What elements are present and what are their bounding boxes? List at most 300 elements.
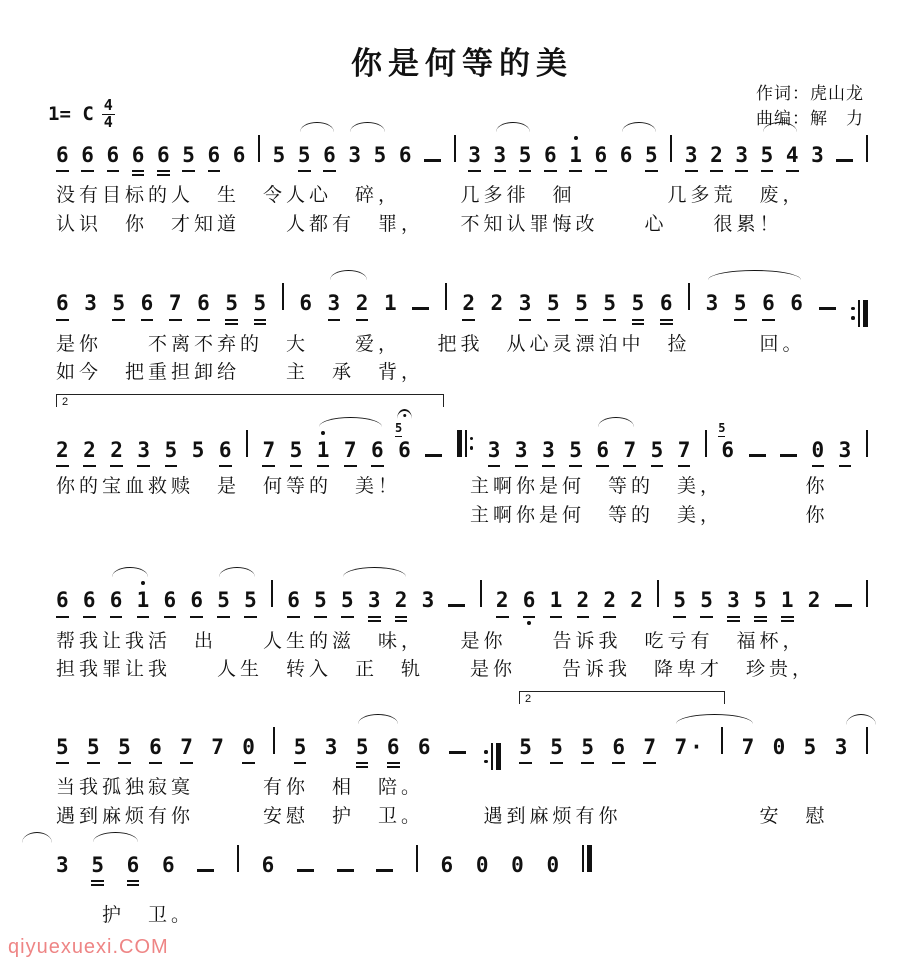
note-digit: 5 (761, 144, 774, 172)
note-digit: 6 (323, 144, 336, 172)
lyric-line: 认识 你 才知道 人都有 罪， 不知认罪悔改 心 很累！ (56, 213, 783, 235)
note-digit: 5 (118, 736, 131, 764)
note-digit: 5 (734, 292, 747, 320)
note (632, 291, 645, 324)
note-digit: 5 (673, 589, 686, 617)
note-digit: 1 (383, 291, 397, 316)
note-digit: 6 (398, 143, 412, 167)
note-digit: 5 (294, 736, 307, 764)
slur-arc (319, 417, 382, 427)
note (623, 438, 636, 467)
note-digit: 0 (475, 853, 489, 878)
note (754, 588, 767, 621)
repeat-dots (484, 743, 488, 770)
dash (749, 454, 766, 457)
note (550, 735, 563, 764)
note-digit: 7 (674, 734, 688, 759)
note (547, 291, 560, 320)
notation-system (56, 135, 868, 237)
note (233, 143, 246, 167)
note (612, 735, 625, 764)
note-digit: 2 (395, 589, 408, 621)
bar-stroke (863, 300, 868, 327)
note-digit: 3 (705, 291, 719, 316)
note-digit: 5 (290, 439, 303, 467)
note (197, 291, 210, 320)
note (182, 143, 195, 172)
lyric-line: 你的宝血救赎 是 何等的 美！ 主啊你是何 等的 美， 你 (56, 476, 829, 498)
note-digit: 2 (83, 439, 96, 467)
note-digit: 6 (56, 292, 69, 320)
note-digit: 5 (651, 439, 664, 467)
note-digit: 5 (803, 734, 817, 759)
note-digit: 3 (542, 439, 555, 467)
note (87, 735, 100, 764)
notation-system (56, 580, 868, 682)
note-digit: 1 (317, 439, 330, 467)
note (298, 143, 311, 172)
note (395, 588, 408, 621)
note (165, 438, 178, 467)
barline (246, 430, 248, 457)
note (127, 853, 140, 886)
note (519, 291, 532, 320)
dash (449, 751, 466, 754)
note (839, 438, 852, 467)
note-digit: 1 (550, 589, 563, 617)
bar-stroke (454, 135, 456, 162)
note (344, 438, 357, 467)
bar-stroke (657, 580, 659, 607)
note (418, 735, 431, 759)
notation-row (56, 692, 868, 768)
note (157, 143, 170, 176)
note-digit: 3 (685, 144, 698, 172)
systems-container (56, 135, 868, 929)
barline (866, 580, 868, 607)
barline (445, 283, 447, 310)
note (180, 735, 193, 764)
note (110, 588, 123, 617)
note-digit: 5 (603, 292, 616, 320)
note (735, 143, 748, 172)
note (107, 143, 120, 172)
note-digit: 5 (165, 439, 178, 467)
note-digit: 6 (161, 853, 175, 878)
note (786, 143, 799, 172)
note-digit: 0 (546, 853, 560, 878)
dash (780, 454, 797, 457)
note-digit: 7 (211, 734, 224, 759)
note-digit: 5 (581, 736, 594, 764)
note (399, 143, 412, 167)
note (169, 291, 182, 320)
note-digit: 2 (630, 588, 643, 613)
note-digit: 0 (772, 734, 786, 759)
note-digit: 2 (710, 144, 723, 172)
note (190, 588, 203, 617)
time-signature (102, 98, 115, 131)
note (56, 291, 69, 320)
bar-stroke (866, 727, 868, 754)
note-digit: 3 (324, 734, 338, 759)
note-digit: 5 (373, 143, 387, 167)
note-digit: 1 (569, 144, 582, 172)
watermark: qiyuexuexi.COM (8, 936, 169, 958)
note-digit: 5 (244, 589, 257, 617)
note (519, 143, 532, 172)
slur-arc (358, 714, 398, 724)
note-digit: 6 (141, 292, 154, 320)
note (544, 143, 557, 172)
note-digit: 6 (132, 144, 145, 176)
barline (480, 580, 482, 607)
lyricist-credit: 作词：虎山龙 (756, 84, 864, 103)
note-digit: 6 (261, 853, 275, 878)
note-digit: 2 (496, 589, 509, 617)
note-digit: 6 (595, 144, 608, 172)
note-digit: 6 (287, 589, 300, 617)
note (811, 143, 824, 167)
note (546, 853, 559, 877)
lyric-line: 帮我让我活 出 人生的滋 味， 是你 告诉我 吃亏有 福杯， (56, 630, 806, 652)
repeat-dots (851, 300, 855, 327)
note (577, 588, 590, 617)
note-digit: 6 (398, 437, 411, 462)
note (91, 853, 104, 886)
note (673, 588, 686, 617)
note (835, 735, 848, 759)
slur-arc (300, 122, 334, 132)
notation-row (56, 845, 592, 886)
note (83, 588, 96, 617)
augmentation-dot: · (690, 734, 703, 759)
note-digit: 6 (208, 144, 221, 172)
bar-stroke (445, 283, 447, 310)
note-digit: 5 (56, 736, 69, 764)
bar-stroke (688, 283, 690, 310)
note-digit: 3 (834, 734, 848, 759)
note (790, 291, 803, 315)
bar-stroke (480, 580, 482, 607)
note-digit: 7 (169, 292, 182, 320)
note (192, 438, 205, 462)
note (575, 291, 588, 320)
note-digit: 6 (721, 437, 735, 462)
note-digit: 5 (254, 292, 267, 324)
note-digit: 6 (299, 291, 312, 316)
note-digit: 3 (56, 853, 69, 878)
note-digit: 6 (762, 292, 775, 320)
note-digit: 2 (490, 291, 504, 316)
dash (425, 454, 442, 457)
note-digit: 3 (421, 588, 435, 613)
note (368, 588, 381, 621)
note-digit: 5 (217, 589, 230, 617)
note (242, 735, 255, 764)
note-digit: 3 (348, 143, 361, 167)
note (519, 735, 532, 764)
slur-arc (622, 122, 656, 132)
bar-stroke (465, 430, 467, 457)
barline (705, 430, 707, 457)
note (325, 735, 338, 759)
note-digit: 6 (417, 734, 431, 759)
fermata-icon (397, 409, 412, 419)
notation-system (56, 283, 868, 385)
note (149, 735, 162, 764)
bar-stroke (858, 300, 860, 327)
lyric-line: 遇到麻烦有你 安慰 护 卫。 遇到麻烦有你 安 慰 (56, 805, 829, 827)
dash (376, 869, 393, 872)
notation-system (56, 845, 868, 929)
note-digit: 0 (511, 853, 524, 878)
note-digit: 3 (811, 143, 824, 167)
bar-stroke (271, 580, 273, 607)
dash (337, 869, 354, 872)
slur-arc (219, 567, 255, 577)
note (262, 438, 275, 467)
note (441, 853, 454, 877)
note-digit: 0 (812, 439, 825, 467)
bar-stroke (721, 727, 723, 754)
volta-bracket (56, 394, 444, 407)
note (685, 143, 698, 172)
note (523, 588, 536, 617)
note-digit: 6 (660, 292, 673, 324)
note (137, 588, 150, 617)
time-denominator: 4 (103, 112, 113, 131)
dash (412, 307, 429, 310)
note-digit: 5 (298, 144, 311, 172)
barline (282, 283, 284, 310)
note (643, 735, 656, 764)
note (83, 438, 96, 467)
barline (721, 727, 723, 754)
tie-arc (22, 832, 52, 843)
note (290, 438, 303, 467)
note (219, 438, 232, 467)
note-digit: 5 (341, 589, 354, 617)
lyric-line: 护 卫。 (56, 905, 195, 927)
note-digit: 5 (87, 736, 100, 764)
bar-stroke (282, 283, 284, 310)
note (596, 438, 609, 467)
note-digit: 1 (137, 589, 150, 617)
note (569, 438, 582, 467)
note (808, 588, 821, 612)
note-digit: 6 (157, 144, 170, 176)
bar-stroke (258, 135, 260, 162)
note (603, 291, 616, 320)
note-digit: 6 (81, 144, 94, 172)
slur-arc (350, 122, 385, 132)
note (317, 438, 330, 467)
note (244, 588, 257, 617)
note (387, 735, 400, 768)
note-digit: 7 (623, 439, 636, 467)
note-digit: 6 (232, 143, 246, 167)
tie-arc (846, 714, 876, 725)
note-digit: 7 (678, 439, 691, 467)
note (217, 588, 230, 617)
barline (851, 300, 868, 327)
dash (197, 869, 214, 872)
note (341, 588, 354, 617)
barline (670, 135, 672, 162)
note (710, 143, 723, 172)
note (476, 853, 489, 877)
volta-bracket (519, 691, 725, 704)
bar-stroke (866, 135, 868, 162)
note-digit: 6 (790, 291, 803, 316)
lyric-line: 是你 不离不弃的 大 爱， 把我 从心灵漂泊中 捡 回。 (56, 333, 806, 355)
note-digit: 5 (519, 144, 532, 172)
note (137, 438, 150, 467)
slur-arc (112, 567, 148, 577)
note-digit: 3 (137, 439, 150, 467)
dash (297, 869, 314, 872)
time-numerator: 4 (103, 96, 113, 114)
note-digit: 3 (735, 144, 748, 172)
note-digit: 6 (612, 736, 625, 764)
note (700, 588, 713, 617)
note (494, 143, 507, 172)
note-digit: 5 (547, 292, 560, 320)
note (761, 143, 774, 172)
note-digit: 6 (544, 144, 557, 172)
notation-row (56, 135, 868, 176)
note (773, 735, 786, 759)
note-digit: 7 (741, 734, 755, 759)
note-digit: 2 (807, 588, 821, 613)
note-digit: 5 (700, 589, 713, 617)
note (299, 291, 312, 315)
slur-arc (708, 270, 801, 280)
note (718, 420, 735, 462)
dash (819, 307, 836, 310)
volta-label: 2 (525, 692, 532, 705)
notation-system (56, 395, 868, 528)
note (742, 735, 755, 759)
note (488, 438, 501, 467)
note (56, 853, 69, 877)
note (674, 735, 702, 759)
note-digit: 6 (149, 736, 162, 764)
note-digit: 5 (182, 144, 195, 172)
note-digit: 6 (197, 292, 210, 320)
lyric-line: 没有目标的人 生 令人心 碎， 几多徘 徊 几多荒 废， (56, 185, 806, 207)
song-title: 你是何等的美 (351, 46, 573, 81)
note (56, 438, 69, 467)
note-digit: 4 (786, 144, 799, 172)
note (706, 291, 719, 315)
note (132, 143, 145, 176)
note-digit: 7 (180, 736, 193, 764)
bar-stroke (582, 845, 584, 872)
note (645, 143, 658, 172)
note (620, 143, 633, 167)
note-digit: 3 (368, 589, 381, 621)
bar-stroke (491, 743, 493, 770)
note-digit: 3 (488, 439, 501, 467)
note-digit: 3 (519, 292, 532, 320)
note-digit: 6 (83, 589, 96, 617)
note (630, 588, 643, 612)
note (550, 588, 563, 617)
barline (258, 135, 260, 162)
note (511, 853, 524, 877)
note-digit: 3 (515, 439, 528, 467)
note-digit: 6 (56, 589, 69, 617)
note (328, 291, 341, 320)
barline (454, 135, 456, 162)
bar-stroke (237, 845, 239, 872)
notation-row (56, 283, 868, 324)
note-digit: 6 (219, 439, 232, 467)
note (225, 291, 238, 324)
note (323, 143, 336, 172)
note-digit: 3 (494, 144, 507, 172)
note-digit: 5 (632, 292, 645, 324)
note (595, 143, 608, 172)
key-signature (48, 98, 115, 131)
note-digit: 5 (569, 439, 582, 467)
note (569, 143, 582, 172)
dash (835, 604, 852, 607)
bar-stroke (866, 430, 868, 457)
note (651, 438, 664, 467)
note (164, 588, 177, 617)
note (603, 588, 616, 617)
note (781, 588, 794, 621)
note-digit: 3 (839, 439, 852, 467)
note (162, 853, 175, 877)
note (468, 143, 481, 172)
bar-stroke (587, 845, 592, 872)
note-digit: 0 (242, 736, 255, 764)
grace-note: 5 (718, 422, 725, 437)
note-digit: 2 (356, 292, 369, 320)
note (262, 853, 275, 877)
note (804, 735, 817, 759)
note-digit: 2 (603, 589, 616, 617)
note (118, 735, 131, 764)
note-digit: 5 (575, 292, 588, 320)
barline (657, 580, 659, 607)
note-digit: 6 (127, 854, 140, 886)
note (348, 143, 361, 167)
note-digit: 2 (577, 589, 590, 617)
dash (448, 604, 465, 607)
note (254, 291, 267, 324)
notation-row (56, 580, 868, 621)
note (141, 291, 154, 320)
note (496, 588, 509, 617)
barline (688, 283, 690, 310)
note-digit: 5 (91, 854, 104, 886)
note-digit: 6 (110, 589, 123, 617)
note (356, 291, 369, 320)
note-digit: 7 (643, 736, 656, 764)
repeat-dots (470, 430, 474, 457)
note (727, 588, 740, 621)
barline (866, 727, 868, 754)
bar-stroke (496, 743, 501, 770)
lyric-line: 当我孤独寂寞 有你 相 陪。 (56, 776, 425, 798)
note-digit: 6 (107, 144, 120, 172)
note-digit: 6 (387, 736, 400, 768)
